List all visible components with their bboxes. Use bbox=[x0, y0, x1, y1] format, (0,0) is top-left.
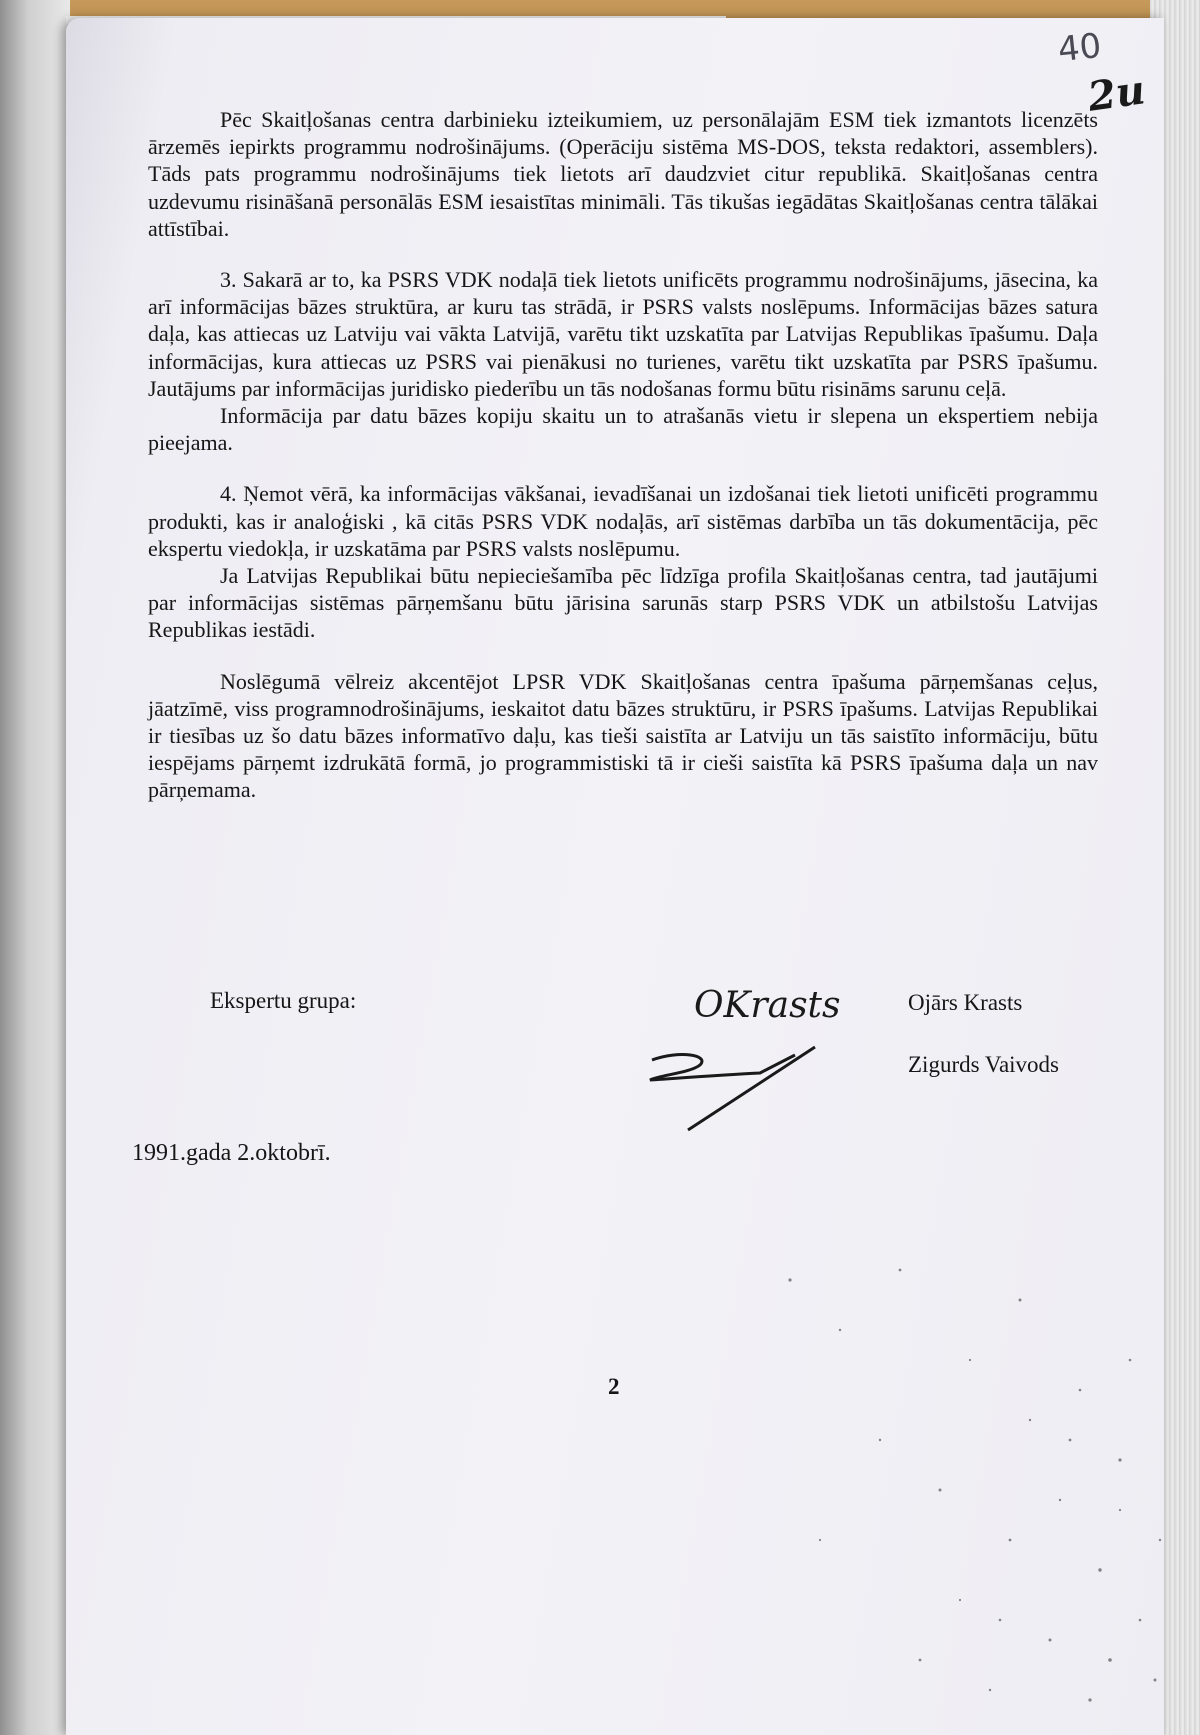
archive-number: 40 bbox=[1056, 25, 1104, 71]
expert-name-1: Ojārs Krasts bbox=[908, 990, 1023, 1015]
document-body bbox=[148, 106, 1098, 804]
paragraph-negotiation: Ja Latvijas Republikai būtu nepieciešamība pēc līdzīga profila Skaitļošanas centra, tad jautājumi par informācijas sistēmas pārņemšanu būtu jārisina sarunās starp PSRS VDK un atbilstošu Latvijas Republikas iestādi. bbox=[148, 563, 1098, 643]
experts-label: Ekspertu grupa: bbox=[210, 988, 357, 1013]
paragraph-point-4: 4. Ņemot vērā, ka informācijas vākšanai, ievadīšanai un izdošanai tiek lietoti unificēti programmu produkti, kas ir analoģiski , kā citās PSRS VDK nodaļās, arī sistēmas darbība un tās dokumentācija, pēc ekspertu viedokļa, ir uzskatāma par PSRS valsts noslēpumu. bbox=[148, 481, 1098, 561]
toner-speckle bbox=[760, 1240, 1180, 1720]
page-number: 2 bbox=[608, 1374, 620, 1399]
archive-mark: 2u bbox=[1085, 66, 1148, 121]
paragraph-point-3: 3. Sakarā ar to, ka PSRS VDK nodaļā tiek lietots unificēts programmu nodrošinājums, jāsecina, ka arī informācijas bāzes struktūra, ar kuru tas strādā, ir PSRS valsts noslēpums. Informācijas bāzes satura daļa, kas attiecas uz Latviju vai vākta Latvijā, varētu tikt uzskatīta par Latvijas Republikas īpašumu. Daļa informācijas, kura attiecas uz PSRS vai pienākusi no turienes, varētu tikt uzskatīta par PSRS īpašumu. Jautājums par informācijas juridisko piederību un tās nodošanas formu būtu risināms sarunu ceļā. bbox=[148, 267, 1098, 401]
paragraph-conclusion: Noslēgumā vēlreiz akcentējot LPSR VDK Skaitļošanas centra īpašuma pārņemšanas ceļus, jāatzīmē, viss programnodrošinājums, ieskaitot datu bāzes struktūru, ir PSRS īpašums. Latvijas Republikai ir tiesības uz šo datu bāzes informatīvo daļu, kas tieši saistīta ar Latviju un tās saistīto informāciju, būtu iespējams pārņemt izdrukātā formā, jo programmistiski tā ir cieši saistīta kā PSRS īpašuma daļa un nav pārņemama. bbox=[148, 668, 1098, 803]
expert-name-2: Zigurds Vaivods bbox=[908, 1052, 1059, 1077]
document-date: 1991.gada 2.oktobrī. bbox=[132, 1140, 331, 1166]
binder-page-edge bbox=[0, 0, 70, 1735]
paragraph-esm: Pēc Skaitļošanas centra darbinieku izteikumiem, uz personālajām ESM tiek izmantots licenzēts ārzemēs iepirkts programmu nodrošinājums. (Operāciju sistēma MS-DOS, teksta redaktori, assemblers). Tāds pats programmu nodrošinājums tiek lietots arī daudzviet citur republikā. Skaitļošanas centra uzdevumu risināšanā personālās ESM iesaistītas minimāli. Tās tikušas iegādātas Skaitļošanas centra tālākai attīstībai. bbox=[148, 107, 1098, 241]
signature-krasts: OKrasts bbox=[694, 985, 840, 1026]
paragraph-db-copies: Informācija par datu bāzes kopiju skaitu un to atrašanās vietu ir slepena un ekspertiem nebija pieejama. bbox=[148, 403, 1098, 456]
